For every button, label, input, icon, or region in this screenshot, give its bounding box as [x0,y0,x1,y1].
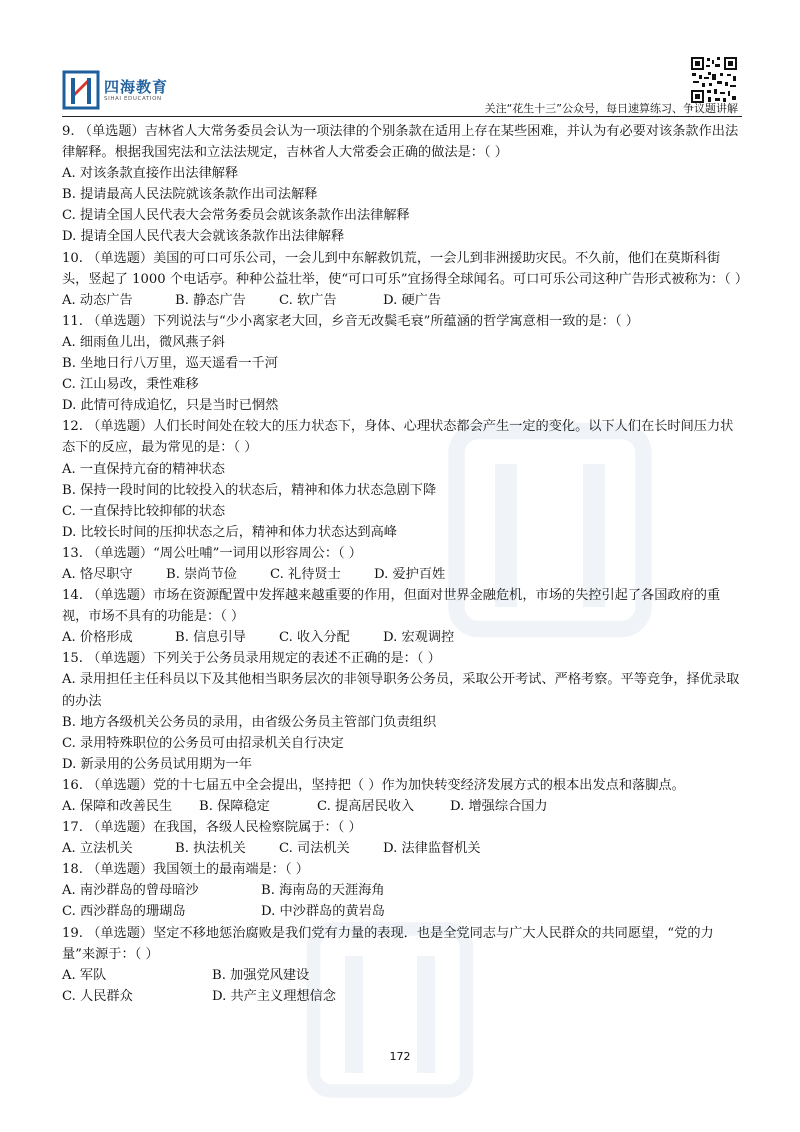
options-row [62,796,744,817]
brand-logo [62,70,182,110]
option-c: C. 江山易改，秉性难移 [62,377,199,393]
question-stem: 17. （单选题）在我国，各级人民检察院属于：（ ） [62,820,362,836]
question-stem: 16. （单选题）党的十七届五中全会提出，坚持把（ ）作为加快转变经济发展方式的根本出发点和落脚点。 [62,777,685,793]
options-row [62,627,744,648]
option-b: B. 执法机关 [175,841,246,857]
option-a: A. 保障和改善民生 [62,799,173,814]
option-c: C. 人民群众 [62,988,133,1004]
option-a: A. 对该条款直接作出法律解释 [62,166,239,182]
options-row [62,880,744,901]
option-d: D. 法律监督机关 [383,841,481,857]
question-list [62,121,749,1007]
options-row [62,838,744,859]
option-d: D. 比较长时间的压抑状态之后，精神和体力状态达到高峰 [62,524,397,540]
option-d: D. 新录用的公务员试用期为一年 [62,756,252,772]
page-header [0,0,800,118]
option-c: C. 录用特殊职位的公务员可由招录机关自行决定 [62,735,344,751]
option-a: A. 立法机关 [62,841,133,857]
option-c: C. 提高居民收入 [317,799,415,814]
option-d: D. 增强综合国力 [450,799,548,814]
option-b: B. 坐地日行八万里，巡天遥看一千河 [62,356,278,372]
question-item [62,543,744,585]
option-d: D. 爱护百姓 [374,566,446,582]
option-b: B. 海南岛的天涯海角 [261,883,385,899]
option-a: A. 价格形成 [62,630,133,646]
question-stem: 11. （单选题）下列说法与“少小离家老大回，乡音无改鬓毛衰”所蕴涵的哲学寓意相一致的是：（ ） [62,313,639,329]
option-a: A. 南沙群岛的曾母暗沙 [62,883,199,899]
question-item [62,585,744,648]
option-b: B. 保持一段时间的比较投入的状态后，精神和体力状态急剧下降 [62,482,437,498]
option-d: D. 宏观调控 [383,630,455,646]
question-item [62,648,744,775]
question-stem: 15. （单选题）下列关于公务员录用规定的表述不正确的是：（ ） [62,651,441,667]
option-c: C. 软广告 [279,292,337,308]
option-c: C. 西沙群岛的珊瑚岛 [62,904,186,920]
option-c: C. 提请全国人民代表大会常务委员会就该条款作出法律解释 [62,208,410,224]
question-stem: 13. （单选题）“周公吐哺”一词用以形容周公：（ ） [62,545,362,561]
question-stem: 14. （单选题）市场在资源配置中发挥越来越重要的作用，但面对世界金融危机，市场的失控引起了各国政府的重视，市场不具有的功能是：（ ） [62,588,721,625]
options-row [62,986,744,1007]
question-stem: 10. （单选题）美国的可口可乐公司，一会儿到中东解救饥荒，一会儿到非洲援助灾民。不久前，他们在莫斯科街头，竖起了 1000 个电话亭。种种公益壮举，使“可口可乐”宜扬得全球闻名。可口可乐公司这种广告形式被称为：（ ） [62,250,749,287]
option-d: D. 共产主义理想信念 [212,988,336,1004]
option-a: A. 一直保持亢奋的精神状态 [62,461,225,477]
option-b: B. 保障稳定 [199,799,270,814]
question-item [62,859,744,922]
question-item [62,775,744,817]
option-d: D. 中沙群岛的黄岩岛 [261,904,385,920]
brand-subtitle: SIHAI EDUCATION [104,96,162,102]
option-c: C. 一直保持比较抑郁的状态 [62,503,226,519]
option-b: B. 提请最高人民法院就该条款作出司法解释 [62,187,318,203]
option-a: A. 恪尽职守 [62,566,133,582]
question-item [62,923,744,1007]
question-item [62,817,744,859]
header-divider [62,116,742,117]
question-stem: 19. （单选题）坚定不移地惩治腐败是我们党有力量的表现．也是全党同志与广大人民群众的共同愿望，“党的力量”来源于：（ ） [62,925,714,962]
option-d: D. 硬广告 [383,292,442,308]
option-a: A. 动态广告 [62,292,133,308]
options-row [62,290,744,311]
options-row [62,965,744,986]
option-d: D. 此情可待成追忆，只是当时已惘然 [62,398,279,414]
question-stem: 12. （单选题）人们长时间处在较大的压力状态下，身体、心理状态都会产生一定的变化。以下人们在长时间压力状态下的反应，最为常见的是：（ ） [62,419,734,456]
question-item [62,416,744,543]
option-b: B. 加强党风建设 [212,967,310,983]
option-c: C. 司法机关 [279,841,350,857]
options-row [62,901,744,922]
option-c: C. 礼待贤士 [270,566,341,582]
header-tagline: 关注“花生十三”公众号，每日速算练习、争议题讲解 [484,102,738,115]
option-a: A. 细雨鱼儿出，微风燕子斜 [62,334,225,350]
question-item [62,248,749,311]
options-row [62,564,744,585]
question-stem: 9. （单选题）吉林省人大常务委员会认为一项法律的个别条款在适用上存在某些困难，并认为有必要对该条款作出法律解释。根据我国宪法和立法法规定，吉林省人大常委会正确的做法是：（ ） [62,124,739,161]
option-a: A. 录用担任主任科员以下及其他相当职务层次的非领导职务公务员，采取公开考试、严格考察。平等竞争，择优录取的办法 [62,672,740,709]
question-item [62,121,744,248]
brand-name: 四海教育 [104,78,169,96]
option-c: C. 收入分配 [279,630,350,646]
option-b: B. 崇尚节俭 [166,566,237,582]
option-b: B. 静态广告 [175,292,246,308]
page-number: 172 [389,1050,411,1063]
question-stem: 18. （单选题）我国领土的最南端是：（ ） [62,862,309,878]
qr-code-icon [690,56,738,104]
option-b: B. 信息引导 [175,630,246,646]
option-a: A. 军队 [62,967,107,983]
option-b: B. 地方各级机关公务员的录用，由省级公务员主管部门负责组织 [62,714,437,730]
question-item [62,311,744,416]
option-d: D. 提请全国人民代表大会就该条款作出法律解释 [62,229,345,245]
logo-mark-icon [62,70,100,110]
